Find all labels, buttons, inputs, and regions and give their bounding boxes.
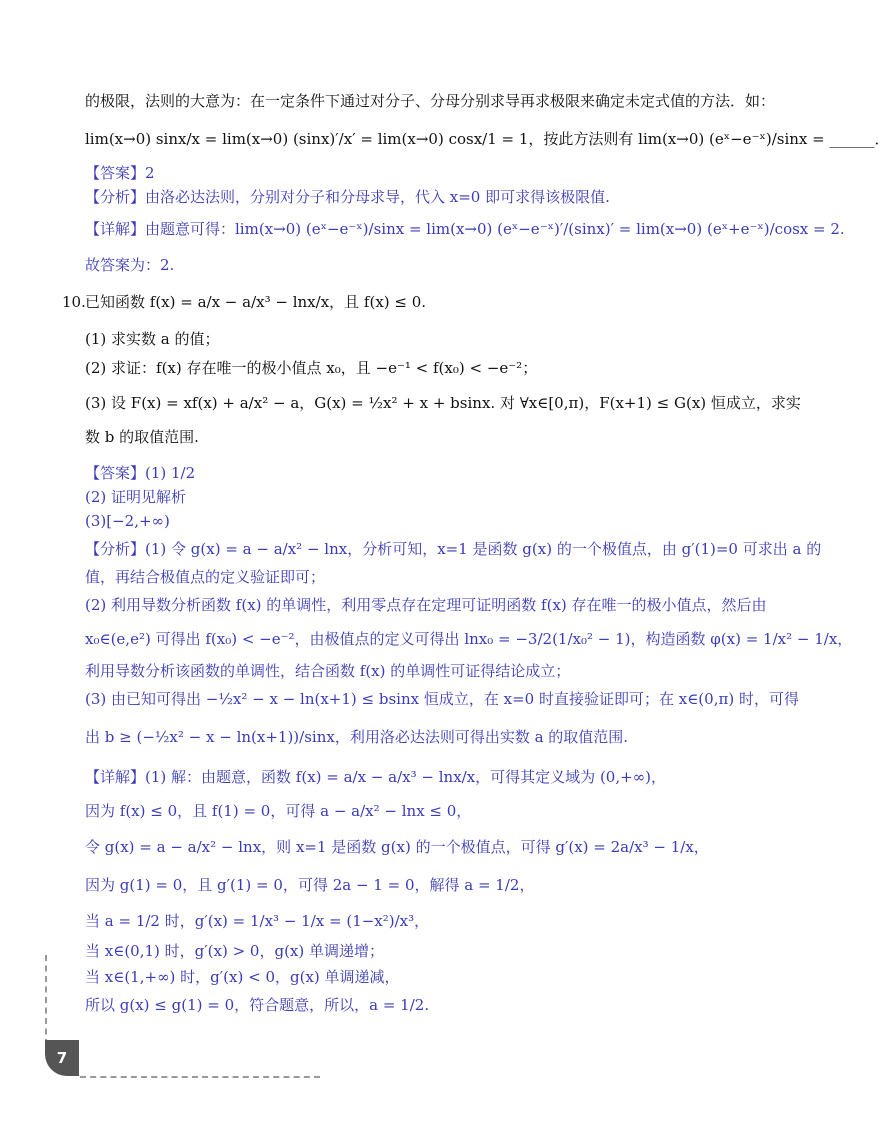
text-line: (2) 利用导数分析函数 f(x) 的单调性，利用零点存在定理可证明函数 f(x) 存在唯一的极小值点，然后由 (85, 596, 767, 614)
text-line: (3) 设 F(x) = xf(x) + a/x² − a，G(x) = ½x² + x + bsinx. 对 ∀x∈[0,π)，F(x+1) ≤ G(x) 恒成立，求实 (85, 394, 801, 412)
text-line: 【答案】(1) 1/2 (85, 464, 196, 482)
text-line: (1) 求实数 a 的值； (85, 330, 220, 348)
text-line: 出 b ≥ (−½x² − x − ln(x+1))/sinx，利用洛必达法则可得出实数 a 的取值范围. (85, 728, 629, 746)
text-line: 【详解】(1) 解：由题意，函数 f(x) = a/x − a/x³ − lnx/x，可得其定义域为 (0,+∞)， (85, 768, 667, 786)
text-line: (3)[−2,+∞) (85, 512, 170, 530)
text-line: (2) 证明见解析 (85, 488, 187, 506)
text-line: 当 a = 1/2 时，g′(x) = 1/x³ − 1/x = (1−x²)/x³， (85, 912, 430, 930)
page-number: 7 (56, 1049, 68, 1067)
text-line: 值，再结合极值点的定义验证即可； (85, 568, 326, 586)
text-line: 已知函数 f(x) = a/x − a/x³ − lnx/x，且 f(x) ≤ 0. (85, 293, 427, 311)
text-line: 因为 f(x) ≤ 0，且 f(1) = 0，可得 a − a/x² − lnx ≤ 0， (85, 802, 472, 820)
text-line: 【答案】2 (85, 164, 155, 182)
text-line: x₀∈(e,e²) 可得出 f(x₀) < −e⁻²，由极值点的定义可得出 lnx₀ = −3/2(1/x₀² − 1)，构造函数 φ(x) = 1/x² − 1/x， (85, 630, 853, 648)
text-line: lim(x→0) sinx/x = lim(x→0) (sinx)′/x′ = lim(x→0) cosx/1 = 1，按此方法则有 lim(x→0) (eˣ−e⁻ˣ)/sinx = ______． (85, 130, 889, 148)
text-line: 【详解】由题意可得：lim(x→0) (eˣ−e⁻ˣ)/sinx = lim(x→0) (eˣ−e⁻ˣ)′/(sinx)′ = lim(x→0) (eˣ+e⁻ˣ)/cosx = 2. (85, 220, 845, 238)
text-line: 数 b 的取值范围. (85, 428, 199, 446)
text-line: (2) 求证：f(x) 存在唯一的极小值点 x₀，且 −e⁻¹ < f(x₀) < −e⁻²； (85, 359, 538, 377)
question-number: 10. (62, 293, 86, 311)
text-line: 【分析】(1) 令 g(x) = a − a/x² − lnx，分析可知，x=1 是函数 g(x) 的一个极值点，由 g′(1)=0 可求出 a 的 (85, 540, 822, 558)
text-line: 当 x∈(0,1) 时，g′(x) > 0，g(x) 单调递增； (85, 942, 385, 960)
text-line: 令 g(x) = a − a/x² − lnx，则 x=1 是函数 g(x) 的一个极值点，可得 g′(x) = 2a/x³ − 1/x， (85, 838, 709, 856)
text-line: 【分析】由洛必达法则，分别对分子和分母求导，代入 x=0 即可求得该极限值. (85, 188, 610, 206)
page-number-badge (45, 1040, 79, 1076)
text-line: 因为 g(1) = 0，且 g′(1) = 0，可得 2a − 1 = 0，解得 a = 1/2， (85, 876, 535, 894)
text-line: 利用导数分析该函数的单调性，结合函数 f(x) 的单调性可证得结论成立； (85, 662, 571, 680)
text-line: 所以 g(x) ≤ g(1) = 0，符合题意，所以，a = 1/2. (85, 996, 430, 1014)
text-line: 的极限，法则的大意为：在一定条件下通过对分子、分母分别求导再求极限来确定未定式值的方法．如： (85, 92, 776, 110)
text-line: (3) 由已知可得出 −½x² − x − ln(x+1) ≤ bsinx 恒成立，在 x=0 时直接验证即可；在 x∈(0,π) 时，可得 (85, 690, 799, 708)
margin-dashed-line-vertical (45, 955, 47, 1045)
text-line: 故答案为：2. (85, 256, 175, 274)
text-line: 当 x∈(1,+∞) 时，g′(x) < 0，g(x) 单调递减， (85, 968, 400, 986)
margin-dashed-line-horizontal (80, 1076, 320, 1078)
